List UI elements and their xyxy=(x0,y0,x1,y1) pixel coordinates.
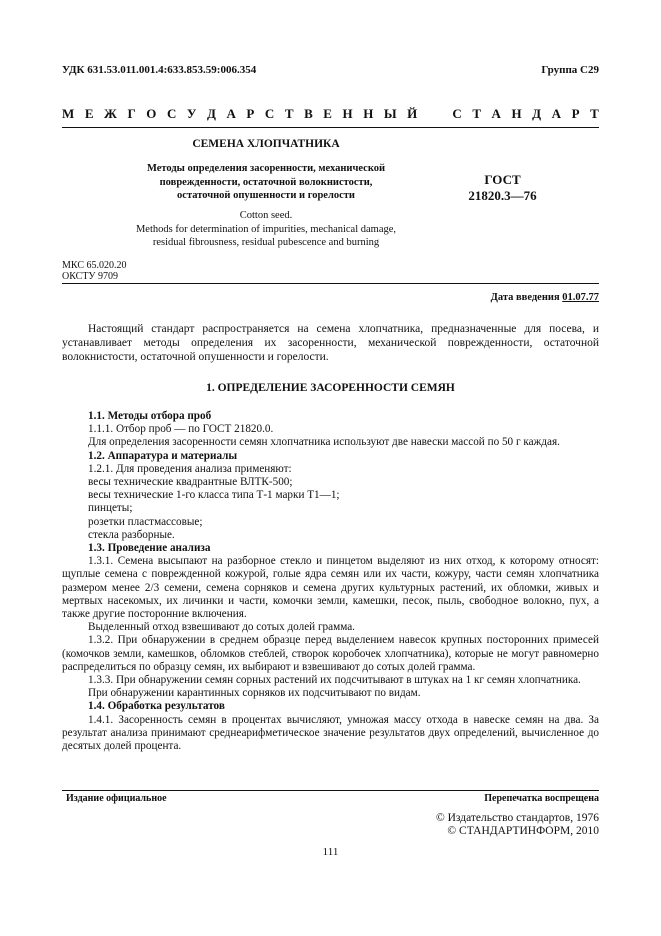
udk-code: УДК 631.53.011.001.4:633.853.59:006.354 xyxy=(62,64,257,76)
banner-letter: А xyxy=(551,106,562,121)
banner-letter: М xyxy=(62,106,75,121)
interstate-standard-banner xyxy=(62,106,599,122)
banner-letter: Ж xyxy=(104,106,117,121)
intro-paragraph: Настоящий стандарт распространяется на семена хлопчатника, предназначенные для посева, и устанавливает методы определения их засоренности, механической поврежденности, остаточной волокнистости, остаточной опушенности и горелости. xyxy=(62,323,599,363)
official-edition: Издание официальное xyxy=(66,793,167,804)
gost-designation xyxy=(440,172,565,204)
paragraph-1-4-1: 1.4.1. Засоренность семян в процентах вычисляют, умножая массу отхода в навеске семян на два. За результат анализа принимают среднеарифметическое значение результатов двух определений, вычисленное до десятых долей процента. xyxy=(62,713,599,753)
copyright-block xyxy=(436,812,599,838)
banner-letter: Р xyxy=(571,106,580,121)
codes-rule xyxy=(62,283,599,284)
banner-letter: О xyxy=(146,106,157,121)
equipment-item: весы технические 1-го класса типа Т-1 марки Т1—1; xyxy=(88,489,340,502)
equipment-item: весы технические квадрантные ВЛТК-500; xyxy=(88,476,293,489)
heading-1-2: 1.2. Аппаратура и материалы xyxy=(88,449,238,462)
reprint-prohibited: Перепечатка воспрещена xyxy=(484,793,599,804)
gost-number: 21820.3—76 xyxy=(468,188,537,203)
banner-letter: Р xyxy=(246,106,255,121)
title-english-line: Methods for determination of impurities, mechanical damage, xyxy=(135,223,397,235)
title-russian-line: Методы определения засоренности, механической xyxy=(146,163,386,174)
banner-letter: А xyxy=(491,106,501,121)
banner-letter: С xyxy=(452,106,462,121)
banner-letter: Н xyxy=(342,106,353,121)
banner-letter: Г xyxy=(127,106,136,121)
paragraph-1-3-3: 1.3.3. При обнаружении семян сорных растений их подсчитывают в штуках на 1 кг семян хлопчатника. xyxy=(88,674,581,687)
paragraph-1-3-1: 1.3.1. Семена высыпают на разборное стекло и пинцетом выделяют из них отход, к которому относят: щуплые семена с поврежденной кожурой, голые ядра семян или их части, кожуру, части семян хлопчатника размером менее 2/3 семени, семена сорняков и семена других культурных растений, их обломки, живых и мертвых насекомых, их личинки и части, комочки земли, камешки, песок, пыль, свободное волокно, пух, а также другие посторонние включения. xyxy=(62,555,599,621)
banner-letter: Н xyxy=(511,106,522,121)
banner-letter: Й xyxy=(407,106,418,121)
mks-code: МКС 65.020.20 xyxy=(62,260,127,271)
paragraph-1-1-1: 1.1.1. Отбор проб — по ГОСТ 21820.0. xyxy=(88,423,274,436)
introduction-date-value: 01.07.77 xyxy=(562,292,599,303)
classification-codes xyxy=(62,260,126,282)
footer-rule xyxy=(62,790,599,791)
banner-letter: В xyxy=(304,106,313,121)
heading-1-1: 1.1. Методы отбора проб xyxy=(88,410,212,422)
introduction-date xyxy=(491,292,599,303)
banner-letter: Т xyxy=(472,106,481,121)
okstu-code: ОКСТУ 9709 xyxy=(62,271,119,282)
group-code: Группа С29 xyxy=(541,64,599,76)
document-title: СЕМЕНА ХЛОПЧАТНИКА xyxy=(192,138,340,150)
copyright-standartinform: © СТАНДАРТИНФОРМ, 2010 xyxy=(447,825,599,837)
banner-letter: Ы xyxy=(383,106,397,121)
equipment-item: пинцеты; xyxy=(88,502,133,515)
title-russian-line: остаточной опушенности и горелости xyxy=(177,190,355,201)
banner-letter: С xyxy=(166,106,177,121)
paragraph-1-3-2: 1.3.2. При обнаружении в среднем образце перед выделением навесок крупных посторонних примесей (комочков земли, камешков, обломков стеблей, створок коробочек хлопчатника), которые не могут равномерно распределиться по образцу семян, их выбирают и взвешивают до сотых долей грамма. xyxy=(62,634,599,673)
section-1-title: 1. ОПРЕДЕЛЕНИЕ ЗАСОРЕННОСТИ СЕМЯН xyxy=(206,382,455,394)
banner-letter: Д xyxy=(206,106,216,121)
banner-letter: Т xyxy=(590,106,599,121)
title-english xyxy=(62,209,470,250)
paragraph-1-3-1-b: Выделенный отход взвешивают до сотых долей грамма. xyxy=(88,621,355,634)
banner-letter: У xyxy=(186,106,197,121)
title-english-line: Cotton seed. xyxy=(239,210,293,221)
banner-letter: С xyxy=(264,106,275,121)
paragraph-1-2-1: 1.2.1. Для проведения анализа применяют: xyxy=(88,462,292,475)
paragraph-1-3-3-b: При обнаружении карантинных сорняков их подсчитывают по видам. xyxy=(88,687,421,700)
banner-rule xyxy=(62,127,599,128)
title-russian xyxy=(62,162,470,203)
equipment-item: стекла разборные. xyxy=(88,528,175,541)
section-1-body xyxy=(62,410,599,753)
banner-letter: Е xyxy=(323,106,332,121)
introduction-date-label: Дата введения xyxy=(490,292,560,303)
equipment-item: розетки пластмассовые; xyxy=(88,515,203,528)
heading-1-4: 1.4. Обработка результатов xyxy=(88,700,225,713)
heading-1-3: 1.3. Проведение анализа xyxy=(88,542,211,555)
banner-letter: Е xyxy=(84,106,94,121)
paragraph-1-1-1-b: Для определения засоренности семян хлопчатника используют две навески массой по 50 г каждая. xyxy=(88,436,560,449)
title-russian-line: поврежденности, остаточной волокнистости, xyxy=(159,176,373,188)
banner-letter: Д xyxy=(532,106,542,121)
page-number: 111 xyxy=(322,846,339,858)
banner-letter: А xyxy=(226,106,236,121)
title-english-line: residual fibrousness, residual pubescence and burning xyxy=(152,237,380,249)
banner-letter: Н xyxy=(363,106,374,121)
gost-label: ГОСТ xyxy=(484,172,521,187)
banner-letter: Т xyxy=(284,106,294,121)
copyright-publisher: © Издательство стандартов, 1976 xyxy=(435,812,599,824)
